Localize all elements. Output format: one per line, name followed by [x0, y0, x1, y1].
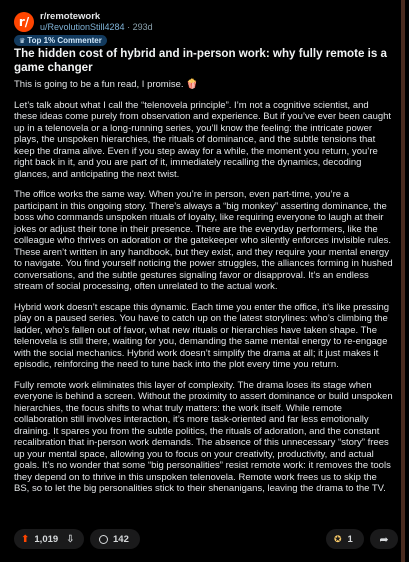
body-paragraph-4: Fully remote work eliminates this layer of complexity. The drama loses its stage when everyone is behind a screen. Without the proximity to assert dominance or build unspoken hierarchies, the focus shifts to what truly matters: the work itself. While remote collaboration still involves interaction, it’s more task-oriented and far less emotionally draining. It spares you from the subtle politics, the rituals of adoration, and the constant recalibration that in-person work demands. The absence of this unnecessary “story” frees up your mental space, allowing you to focus on your creativity, productivity, and actual goals. It’s no wonder that some “big personalities” resist remote work: it removes the tools they depend on to thrive in this unspoken telenovela. Remote work frees us to skip the BS, so to let the big personalities stick to their shenanigans, leaving the drama to the TV.	[14, 379, 393, 494]
post-intro-text: This is going to be a fun read, I promise.	[14, 79, 184, 90]
award-button[interactable]	[326, 529, 364, 549]
user-flair-badge	[14, 35, 107, 46]
vote-count: 1,019	[34, 533, 59, 545]
window-edge	[401, 0, 405, 562]
subreddit-name[interactable]: r/remotework	[40, 11, 101, 22]
body-paragraph-2: The office works the same way. When you’re in person, even part-time, you’re a participant in this ongoing story. There’s always a “big monkey” asserting dominance, the boss who commands unspoken rituals of loyalty, like requiring everyone to laugh at their jokes or adjust their tone in their presence. There are the everyday performers, like the colleague who thrives on adoration or the gatekeeper who silently enforces invisible rules. These aren’t written in any handbook, but they exist, and they require your mental energy to navigate. You find yourself noticing the power struggles, the alliances forming in hushed conversations, and the subtle gestures signaling favor or disapproval. It’s an endless stream of social processing, often unrelated to the actual work.	[14, 189, 393, 292]
post-intro-paragraph	[14, 79, 394, 91]
vote-control	[14, 529, 84, 549]
author-username[interactable]: u/RevolutionStill4284	[40, 22, 125, 32]
post-header	[14, 10, 394, 34]
body-paragraph-3: Hybrid work doesn’t escape this dynamic. Each time you enter the office, it’s like pressing play on a paused series. You have to catch up on the latest storylines: who’s climbing the ladder, who’s fallen out of favor, what new rituals or hierarchies have taken shape. The telenovela is still there, waiting for you, demanding the same mental energy to re-engage with the social mechanics. Hybrid work doesn’t simplify the drama at all; it just makes it episodic, reinforcing the need to tune back into the plot every time you return.	[14, 301, 390, 370]
share-button[interactable]	[370, 529, 398, 549]
separator-dot: ·	[127, 22, 133, 32]
post-title: The hidden cost of hybrid and in-person work: why fully remote is a game changer	[14, 47, 387, 74]
award-count: 1	[347, 533, 353, 545]
popcorn-icon: 🍿	[186, 79, 198, 90]
upvote-arrow-icon[interactable]: ⬆	[21, 533, 30, 545]
subreddit-avatar-icon[interactable]: r/	[14, 12, 34, 32]
comment-count: 142	[113, 533, 129, 545]
post-body	[14, 79, 394, 504]
share-icon: ➦	[379, 533, 389, 546]
post-action-bar	[14, 529, 398, 549]
author-row	[40, 22, 153, 32]
crown-icon: ♛	[19, 38, 26, 45]
body-paragraph-1: Let’s talk about what I call the “telenovela principle”. I’m not a cognitive scientist, and these ideas come purely from observation and experience. But if you’ve ever been caught up in a telenovela or a long-running series, you’ll know the feeling: the intricate power plays, the unspoken hierarchies, the rituals of dominance, and the subtle tensions that keep the drama alive. Even if you step away for a while, the moment you return, you’re right back in it, and you are part of it, immediately recalling the dynamics, decoding glances, and anticipating the next twist.	[14, 99, 392, 180]
downvote-arrow-icon[interactable]: ⇩	[66, 533, 75, 545]
comment-bubble-icon	[99, 535, 108, 544]
comments-button[interactable]	[90, 529, 140, 549]
post-age: 293d	[132, 22, 153, 32]
flair-label: Top 1% Commenter	[27, 36, 102, 45]
award-icon: ✪	[334, 533, 342, 544]
